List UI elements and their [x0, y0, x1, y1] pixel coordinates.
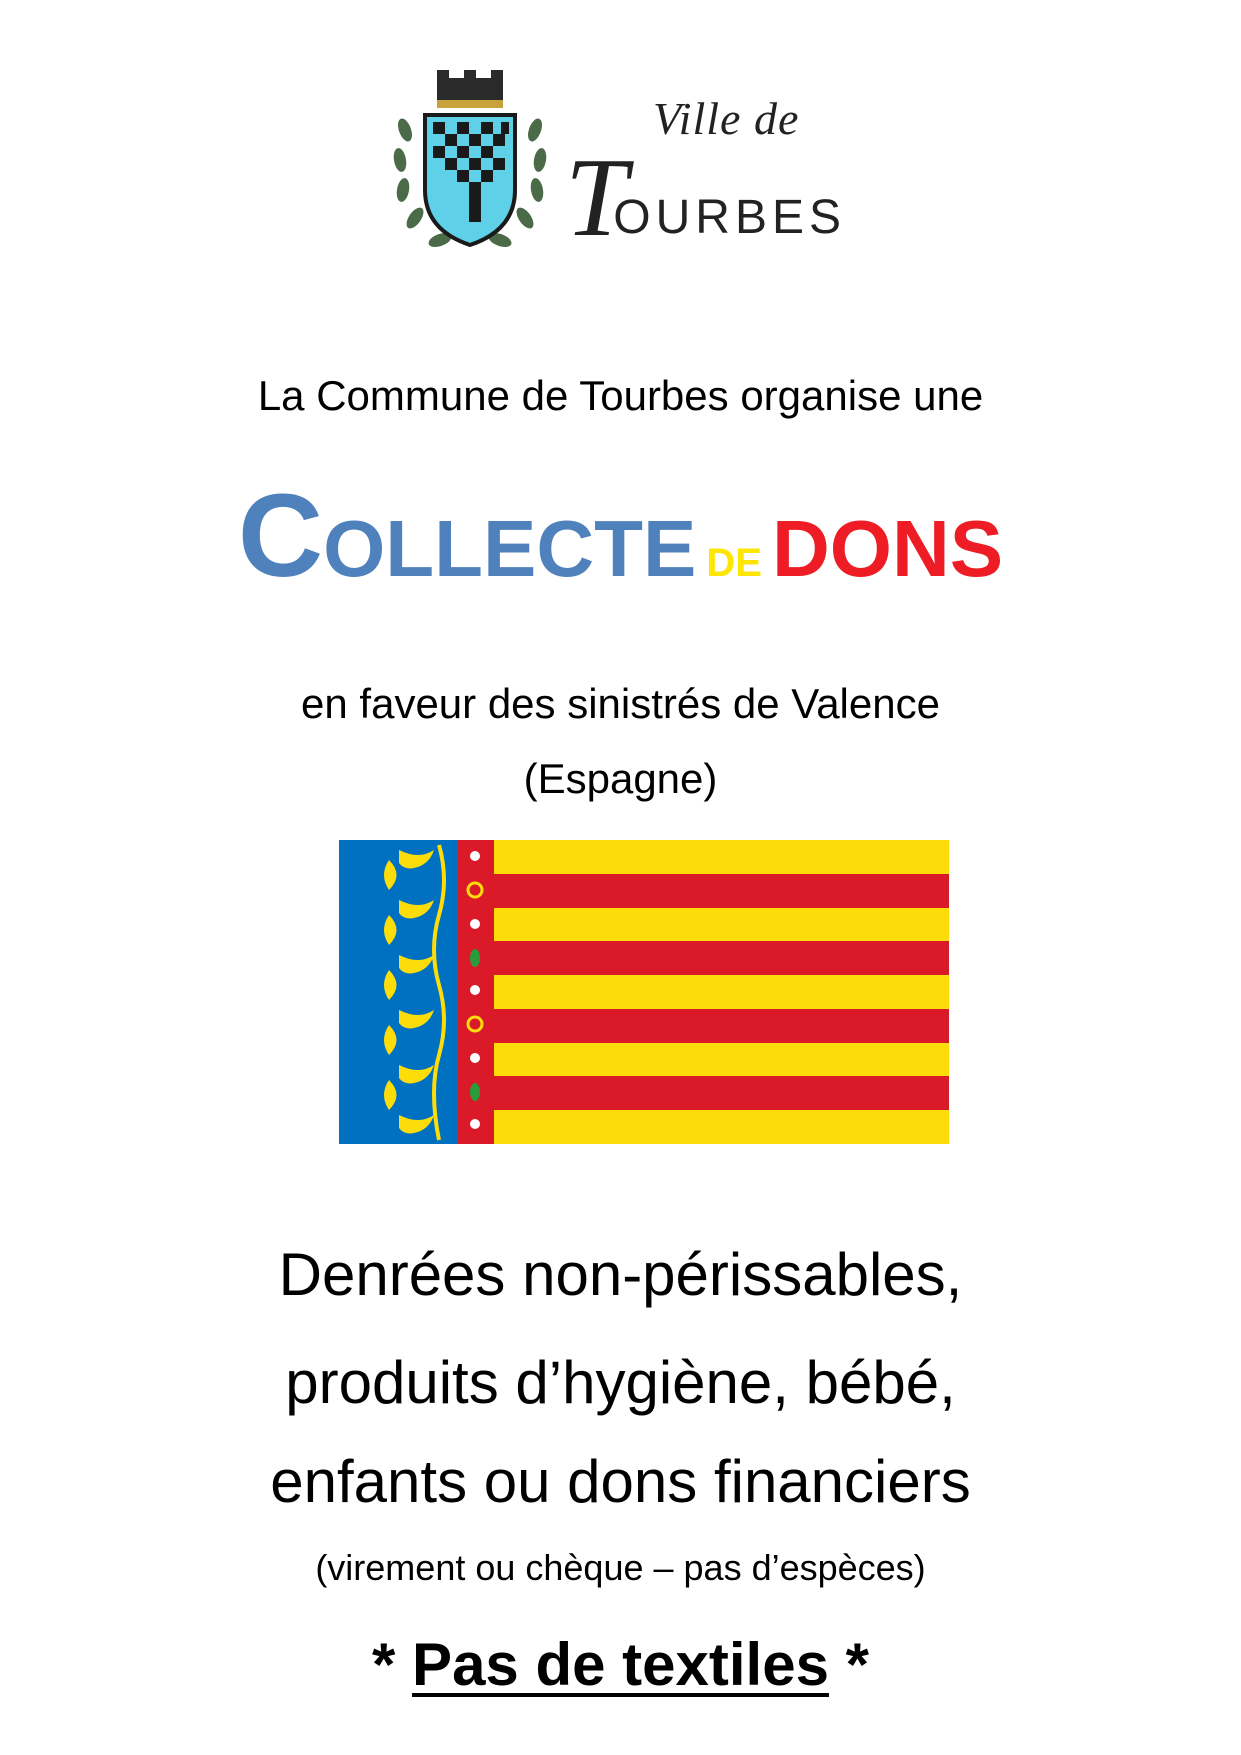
- logo-town-name: [565, 134, 846, 263]
- valencia-flag-icon: [339, 840, 949, 1144]
- items-line-2: produits d’hygiène, bébé,: [285, 1349, 956, 1416]
- town-logo: [385, 70, 885, 260]
- headline-collecte: OLLECTE: [323, 504, 697, 593]
- asterisk-right: *: [828, 1631, 869, 1698]
- headline-dons: DONS: [771, 504, 1004, 593]
- no-textiles-text: Pas de textiles: [412, 1631, 829, 1698]
- subtitle-line-1: en faveur des sinistrés de Valence: [301, 680, 940, 727]
- items-line-3: enfants ou dons financiers: [270, 1448, 971, 1515]
- logo-script-text: Ville de: [653, 93, 800, 144]
- logo-name-rest: OURBES: [613, 191, 847, 244]
- asterisk-left: *: [372, 1631, 413, 1698]
- no-textiles-notice: [0, 1630, 1241, 1699]
- headline-initial: C: [237, 470, 324, 602]
- intro-text: La Commune de Tourbes organise une: [257, 372, 984, 419]
- coat-of-arms-icon: [385, 70, 555, 260]
- items-line-1: Denrées non-périssables,: [278, 1241, 963, 1308]
- logo-initial: T: [565, 136, 628, 260]
- payment-note: (virement ou chèque – pas d’espèces): [315, 1547, 926, 1588]
- subtitle-line-2: (Espagne): [523, 755, 718, 802]
- headline: [0, 468, 1241, 604]
- headline-de: DE: [706, 541, 762, 585]
